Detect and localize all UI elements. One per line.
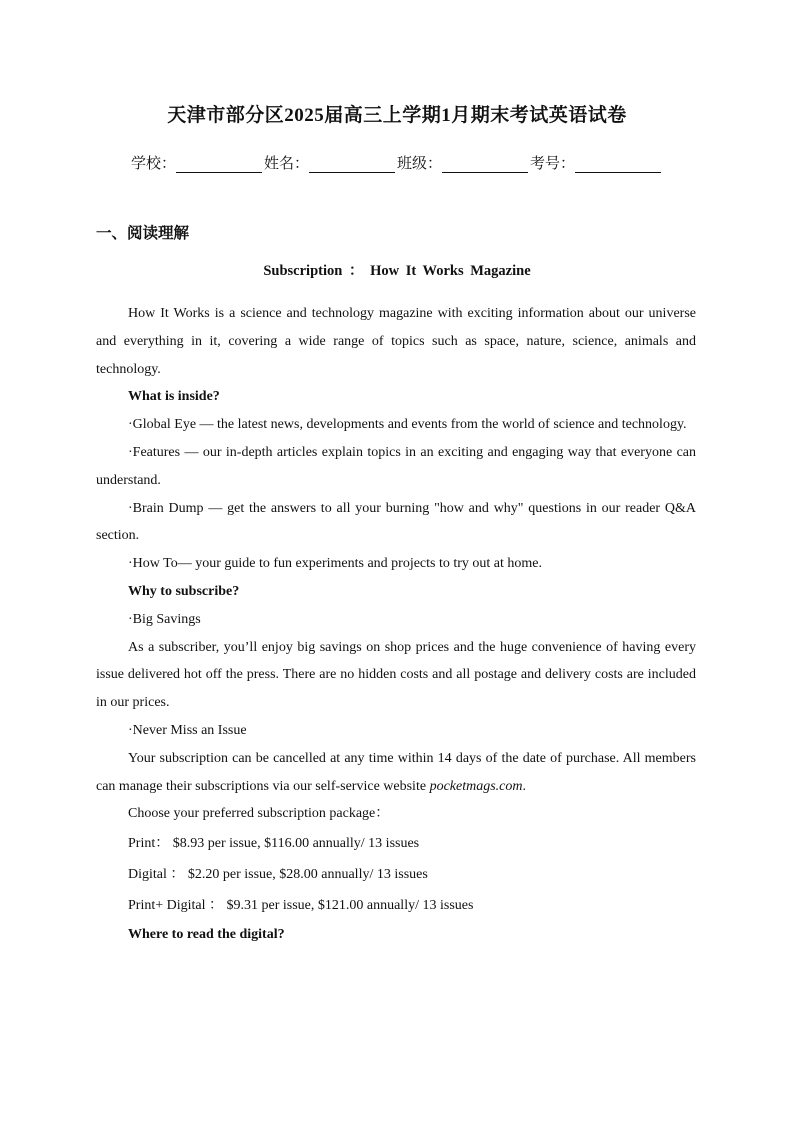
- package-print-digital: Print+ Digital ： $9.31 per issue, $121.00 annually/ 13 issues: [128, 898, 474, 914]
- heading-inside: What is inside?: [128, 389, 220, 405]
- website-link[interactable]: pocketmags.com: [429, 778, 523, 794]
- big-savings-paragraph: As a subscriber, you’ll enjoy big savings on shop prices and the huge convenience of having every issue delivered hot off the press. There are no hidden costs and all postage and delivery costs are included in our prices.: [96, 639, 696, 711]
- school-label: 学校：: [130, 156, 176, 172]
- heading-where: Where to read the digital?: [128, 927, 285, 943]
- package-print: Print： $8.93 per issue, $116.00 annually/ 13 issues: [128, 836, 420, 852]
- never-miss-paragraph: [96, 745, 696, 801]
- number-blank: [575, 156, 661, 173]
- section-heading: 一、阅读理解: [96, 225, 190, 242]
- number-label: 考号：: [530, 156, 576, 172]
- never-miss-end: .: [522, 778, 526, 794]
- intro-paragraph: How It Works is a science and technology magazine with exciting information about our universe and everything in it, covering a wide range of topics such as space, nature, science, animals and technology.: [96, 306, 696, 377]
- inside-item-features: ·Features — our in-depth articles explain topics in an exciting and engaging way that everyone can understand.: [96, 444, 696, 488]
- class-label: 班级：: [397, 156, 443, 172]
- name-label: 姓名：: [263, 156, 309, 172]
- inside-item-how-to: ·How To— your guide to fun experiments and projects to try out at home.: [128, 556, 543, 572]
- student-info-row: [0, 152, 794, 173]
- big-savings-label: ·Big Savings: [128, 611, 201, 627]
- class-blank: [442, 156, 528, 173]
- page-title: 天津市部分区2025届高三上学期1月期末考试英语试卷: [167, 105, 627, 126]
- inside-item-global-eye: ·Global Eye — the latest news, developments and events from the world of science and technology.: [128, 417, 687, 433]
- school-blank: [176, 156, 262, 173]
- never-miss-label: ·Never Miss an Issue: [128, 722, 247, 738]
- package-digital: Digital ： $2.20 per issue, $28.00 annually/ 13 issues: [128, 867, 428, 883]
- passage-body: [96, 300, 696, 949]
- choose-package-text: Choose your preferred subscription package：: [128, 806, 390, 822]
- heading-why: Why to subscribe?: [128, 583, 240, 599]
- never-miss-text: Your subscription can be cancelled at any time within 14 days of the date of purchase. All members can manage their subscriptions via our self-service website: [96, 750, 696, 794]
- inside-item-brain-dump: ·Brain Dump — get the answers to all your burning "how and why" questions in our reader Q&A section.: [96, 500, 696, 544]
- name-blank: [309, 156, 395, 173]
- passage-title: Subscription ： How It Works Magazine: [263, 263, 531, 279]
